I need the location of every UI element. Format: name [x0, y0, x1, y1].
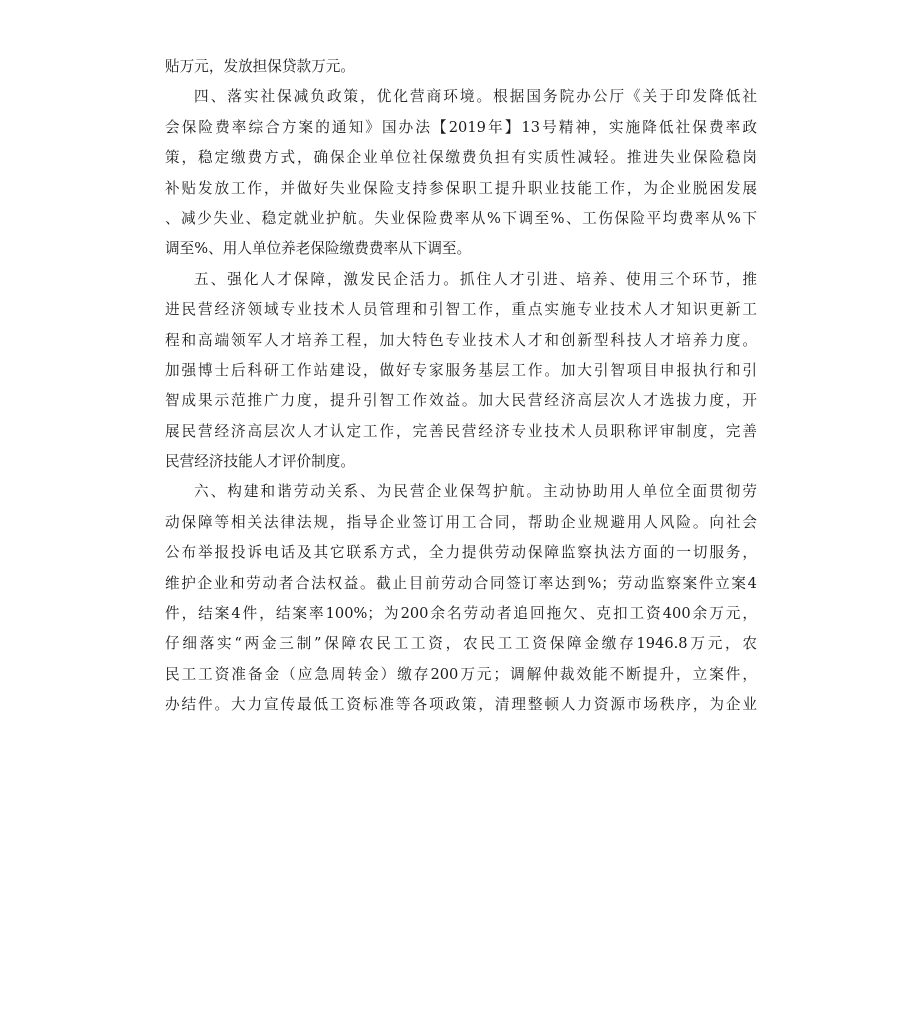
text-line: 五、强化人才保障，激发民企活力。抓住人才引进、培养、使用三个环节，推: [194, 270, 757, 288]
text-line: 动保障等相关法律法规，指导企业签订用工合同，帮助企业规避用人风险。向社会: [165, 513, 757, 531]
paragraph-p5: [165, 265, 757, 478]
paragraph-p4: [165, 82, 757, 264]
text-line: 四、落实社保减负政策，优化营商环境。根据国务院办公厅《关于印发降低社: [194, 88, 757, 106]
text-line: 展民营经济高层次人才认定工作，完善民营经济专业技术人员职称评审制度，完善: [165, 422, 757, 440]
text-line: 仔细落实“两金三制”保障农民工工资，农民工工资保障金缴存1946.8万元，农: [165, 635, 757, 653]
text-line: 办结件。大力宣传最低工资标准等各项政策，清理整顿人力资源市场秩序，为企业: [165, 696, 757, 714]
text-line: 民营经济技能人才评价制度。: [165, 453, 355, 471]
document-page: [165, 52, 757, 721]
text-line: 补贴发放工作，并做好失业保险支持参保职工提升职业技能工作，为企业脱困发展: [165, 179, 757, 197]
text-line: 程和高端领军人才培养工程，加大特色专业技术人才和创新型科技人才培养力度。: [165, 331, 757, 349]
paragraph-p6: [165, 477, 757, 720]
text-line: 件，结案4件，结案率100%；为200余名劳动者追回拖欠、克扣工资400余万元，: [165, 605, 757, 623]
text-line: 进民营经济领域专业技术人员管理和引智工作，重点实施专业技术人才知识更新工: [165, 301, 757, 319]
text-line: 、减少失业、稳定就业护航。失业保险费率从%下调至%、工伤保险平均费率从%下: [165, 209, 757, 227]
text-line: 策，稳定缴费方式，确保企业单位社保缴费负担有实质性减轻。推进失业保险稳岗: [165, 149, 757, 167]
text-line: 六、构建和谐劳动关系、为民营企业保驾护航。主动协助用人单位全面贯彻劳: [194, 483, 757, 501]
text-line: 加强博士后科研工作站建设，做好专家服务基层工作。加大引智项目申报执行和引: [165, 361, 757, 379]
text-line: 维护企业和劳动者合法权益。截止目前劳动合同签订率达到%；劳动监察案件立案4: [165, 574, 757, 592]
text-line: 贴万元，发放担保贷款万元。: [165, 58, 355, 75]
paragraph-p0: [165, 52, 757, 82]
text-line: 民工工资准备金（应急周转金）缴存200万元；调解仲裁效能不断提升，立案件，: [165, 665, 757, 683]
text-line: 公布举报投诉电话及其它联系方式，全力提供劳动保障监察执法方面的一切服务，: [165, 544, 757, 562]
text-line: 调至%、用人单位养老保险缴费费率从下调至。: [165, 240, 472, 258]
text-line: 会保险费率综合方案的通知》国办法【2019年】13号精神，实施降低社保费率政: [165, 118, 757, 136]
text-line: 智成果示范推广力度，提升引智工作效益。加大民营经济高层次人才选拔力度，开: [165, 392, 757, 410]
